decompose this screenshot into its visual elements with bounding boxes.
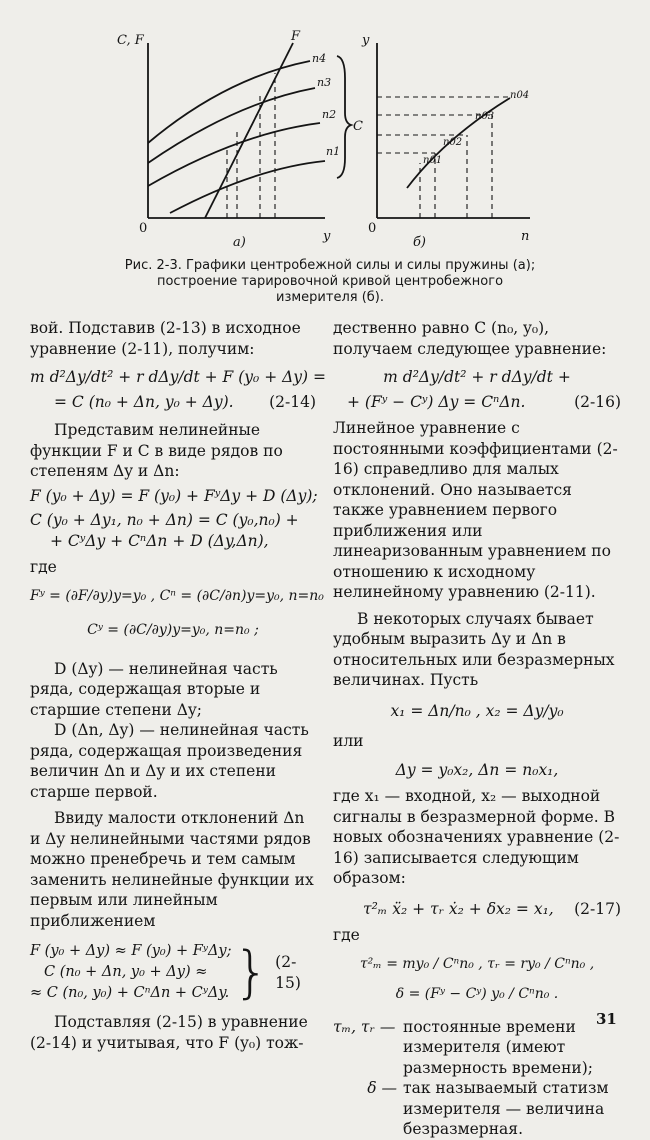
- left-axis-y-label: C, F: [117, 33, 144, 48]
- figure-2-3: [115, 18, 545, 258]
- right-column: [333, 318, 621, 1140]
- equation-2-14-line-1: m d²Δy/dt² + r dΔy/dt + F (y₀ + Δy) =: [30, 368, 327, 386]
- left-paragraph-6: Подставляя (2-15) в уравнение (2-14) и учитывая, что F (y₀) тож-: [30, 1013, 308, 1052]
- right-panel-label: б): [413, 235, 427, 250]
- point-n04-label: n04: [510, 90, 530, 101]
- left-paragraph-1: вой. Подставив (2-13) в исходное уравнение (2-11), получим:: [30, 319, 301, 358]
- right-paragraph-1: дественно равно C (n₀, y₀), получаем следующее уравнение:: [333, 319, 607, 358]
- left-paragraph-3: D (Δy) — нелинейная часть ряда, содержащая вторые и старшие степени Δy;: [30, 659, 278, 719]
- equation-2-16-number: (2-16): [574, 392, 621, 411]
- equation-2-16-body: + (Fʸ − Cʸ) Δy = CⁿΔn.: [347, 392, 526, 411]
- left-panel-label: а): [233, 235, 246, 250]
- equation-2-14-line-2: [54, 392, 316, 413]
- system-line-3: ≈ C (n₀, y₀) + CⁿΔn + CʸΔy.: [30, 985, 230, 1001]
- equation-2-17-number: (2-17): [574, 899, 621, 918]
- right-or: или: [333, 732, 364, 750]
- right-where: где: [333, 926, 360, 944]
- equation-2-17-body: τ²ₘ ẍ₂ + τᵣ ẋ₂ + δx₂ = x₁,: [363, 899, 554, 918]
- definition-delta-text: так называемый статизм измерителя — величина безразмерная.: [403, 1079, 609, 1138]
- equation-2-14-body: = C (n₀ + Δn, y₀ + Δy).: [54, 392, 234, 411]
- right-paragraph-4: где x₁ — входной, x₂ — выходной сигналы в безразмерной форме. В новых обозначениях уравнение (2-16) записывается следующим образом:: [333, 787, 620, 887]
- derivative-definitions-1: Fʸ = (∂F/∂y)y=y₀ , Cⁿ = (∂C/∂n)y=y₀, n=n₀: [30, 587, 324, 604]
- right-origin: 0: [368, 221, 377, 236]
- curve-F-label: F: [291, 29, 301, 44]
- series-F: F (y₀ + Δy) = F (y₀) + FʸΔy + D (Δy);: [30, 486, 318, 505]
- right-axis-y-label: y: [362, 33, 370, 48]
- point-n01-label: n01: [423, 155, 443, 166]
- equation-x-definitions: x₁ = Δn/n₀ , x₂ = Δy/y₀: [390, 701, 564, 720]
- series-C-line-2: + CʸΔy + CⁿΔn + D (Δy,Δn),: [50, 531, 269, 550]
- point-n03-label: n03: [475, 111, 495, 122]
- equation-2-14-number: (2-14): [269, 392, 316, 411]
- system-brace: }: [233, 939, 270, 1005]
- system-line-2: C (n₀ + Δn, y₀ + Δy) ≈: [44, 964, 208, 980]
- caption-line-2: построение тарировочной кривой центробежного: [156, 274, 504, 289]
- caption-line-3: измерителя (б).: [276, 290, 384, 305]
- right-axis-x-label: n: [521, 229, 530, 244]
- definition-tau-text: постоянные времени измерителя (имеют размерность времени);: [403, 1017, 594, 1077]
- left-paragraph-5: Ввиду малости отклонений Δn и Δy нелинейными частями рядов можно пренебречь и тем самым заменить нелинейные функции их первым или линейным приближением: [30, 809, 314, 930]
- left-origin: 0: [139, 221, 148, 236]
- equation-dy-dn: Δy = y₀x₂, Δn = n₀x₁,: [395, 760, 559, 779]
- left-column: [30, 318, 327, 1053]
- caption-line-1: Рис. 2-3. Графики центробежной силы и силы пружины (а);: [124, 258, 536, 273]
- page-number: 31: [596, 1010, 617, 1028]
- definition-delta: [333, 1078, 621, 1140]
- derivative-definitions-2: Cʸ = (∂C/∂y)y=y₀, n=n₀ ;: [87, 622, 259, 638]
- system-2-15-number: (2-15): [275, 953, 301, 992]
- point-n02-label: n02: [443, 137, 463, 148]
- definition-tau: [333, 1017, 621, 1079]
- definition-tau-term: τₘ, τᵣ —: [333, 1017, 396, 1036]
- right-paragraph-2: Линейное уравнение с постоянными коэффициентами (2-16) справедливо для малых отклонений. Оно называется также уравнением первого приближения или линеаризованным уравнением по отношению к исходному нелинейному уравнению (2-11).: [333, 419, 618, 601]
- equation-2-17: [363, 899, 621, 920]
- left-where: где: [30, 558, 57, 576]
- curve-n4-label: n4: [312, 52, 327, 65]
- curve-n3-label: n3: [317, 76, 332, 89]
- left-axis-x-label: y: [323, 229, 331, 244]
- right-paragraph-3: В некоторых случаях бывает удобным выразить Δy и Δn в относительных или безразмерных величинах. Пусть: [333, 609, 615, 689]
- equation-2-16-line-2: [347, 392, 621, 413]
- figure-caption: [110, 258, 550, 306]
- system-line-1: F (y₀ + Δy) ≈ F (y₀) + FʸΔy;: [30, 943, 232, 959]
- definition-delta-term: δ —: [367, 1079, 397, 1097]
- equation-tau: τ²ₘ = my₀ / Cⁿn₀ , τᵣ = ry₀ / Cⁿn₀ ,: [359, 955, 595, 972]
- equation-2-16-line-1: m d²Δy/dt² + r dΔy/dt +: [383, 368, 571, 386]
- left-paragraph-2: Представим нелинейные функции F и C в виде рядов по степеням Δy и Δn:: [30, 421, 283, 480]
- left-paragraph-4: D (Δn, Δy) — нелинейная часть ряда, содержащая произведения величин Δn и Δy и их степени старше первой.: [30, 721, 309, 801]
- brace-label: C: [353, 119, 363, 134]
- system-2-15: [30, 941, 316, 1004]
- curve-n1-label: n1: [326, 145, 341, 158]
- equation-delta: δ = (Fʸ − Cʸ) y₀ / Cⁿn₀ .: [395, 986, 559, 1002]
- series-C-line-1: C (y₀ + Δy₁, n₀ + Δn) = C (y₀,n₀) +: [30, 511, 299, 529]
- curve-n2-label: n2: [322, 108, 337, 121]
